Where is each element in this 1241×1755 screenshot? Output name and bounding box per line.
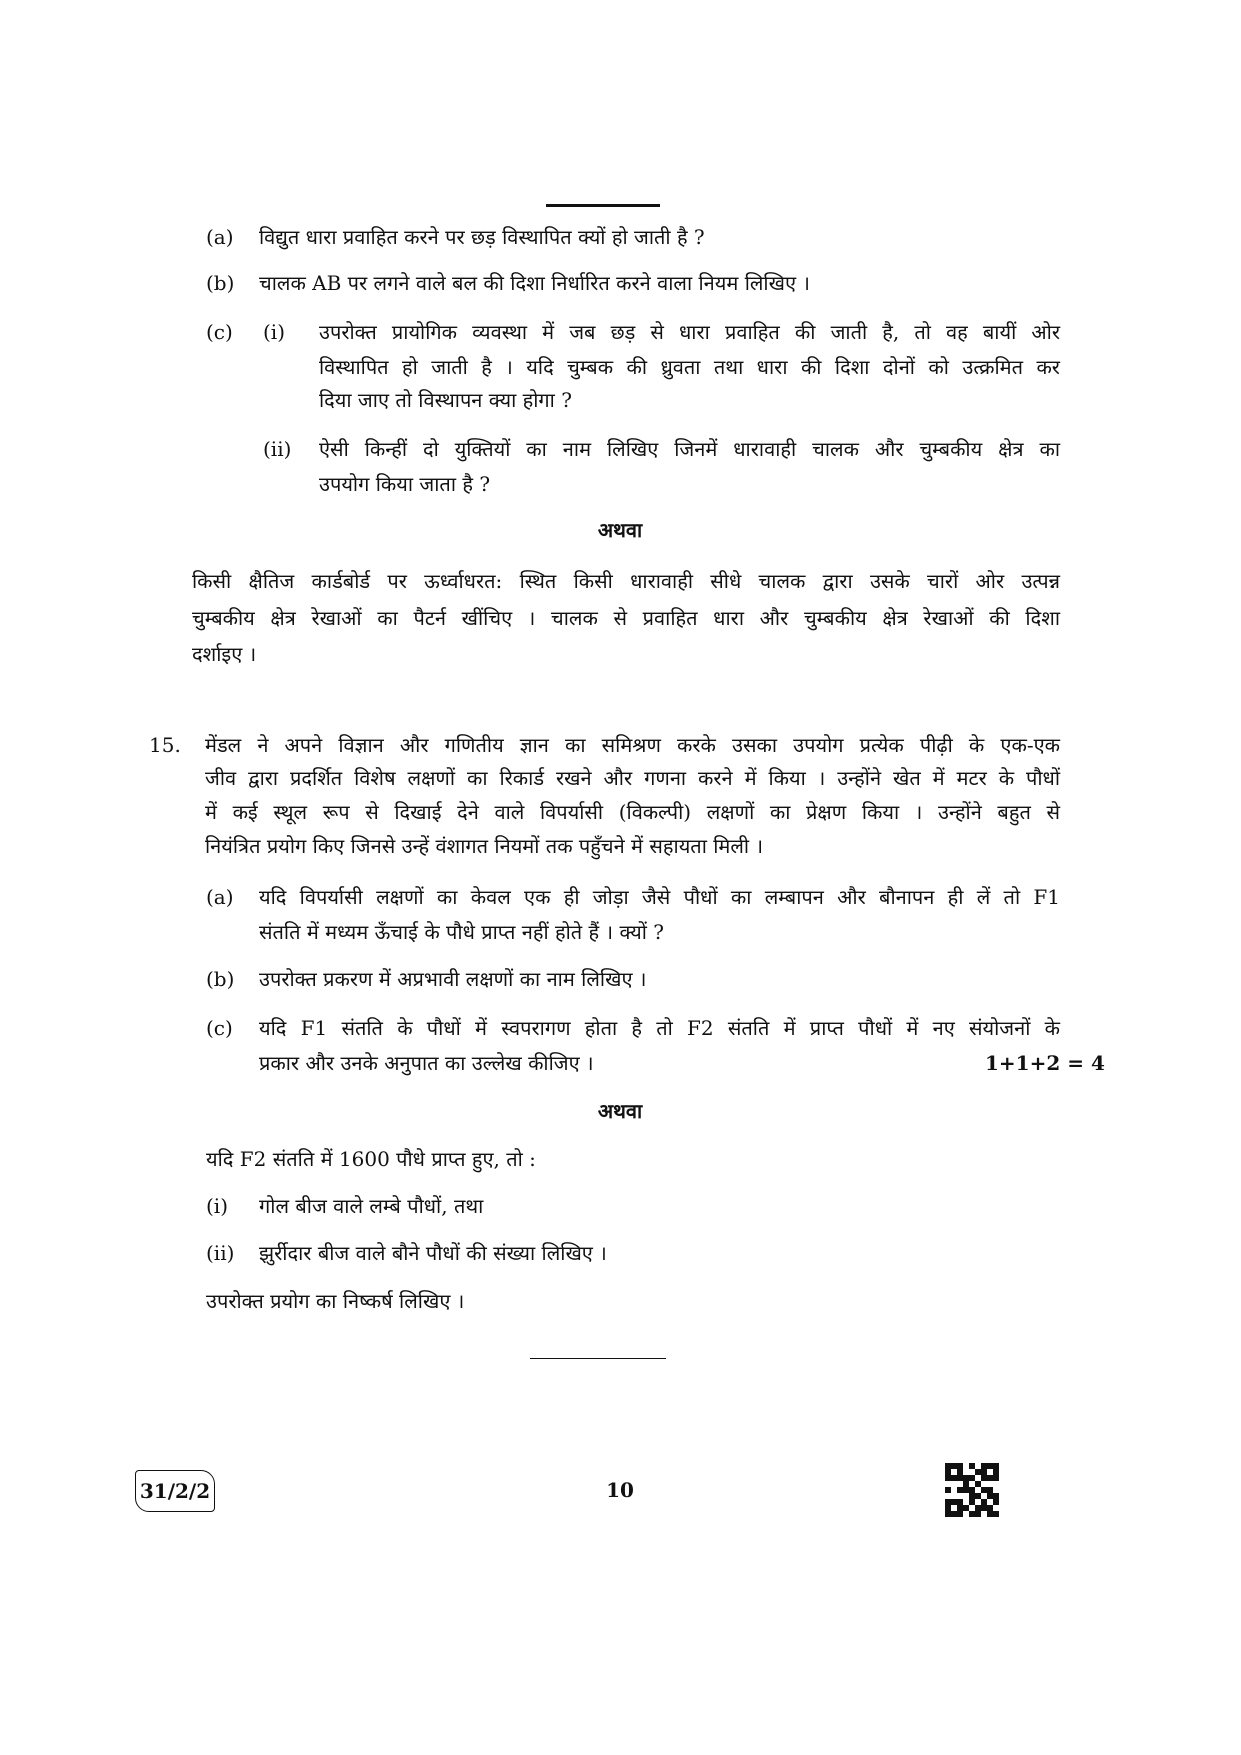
- q15-or-intro: यदि F2 संतति में 1600 पौधे प्राप्त हुए, तो :: [206, 1147, 536, 1171]
- q15a-line: यदि विपर्यासी लक्षणों का केवल एक ही जोड़ा जैसे पौधों का लम्बापन और बौनापन ही लें तो F1: [259, 885, 1060, 909]
- q15-or-end: उपरोक्त प्रयोग का निष्कर्ष लिखिए ।: [206, 1289, 465, 1313]
- q14cii-line: ऐसी किन्हीं दो युक्तियों का नाम लिखिए जिनमें धारावाही चालक और चुम्बकीय क्षेत्र का: [319, 437, 1060, 461]
- q14cii-label: (ii): [263, 437, 292, 461]
- q15-or-i-label: (i): [206, 1194, 229, 1218]
- q14-or-line: किसी क्षैतिज कार्डबोर्ड पर ऊर्ध्वाधरत: स्थित किसी धारावाही सीधे चालक द्वारा उसके चारों ओर उत्पन्न: [192, 569, 1060, 593]
- q15-line: जीव द्वारा प्रदर्शित विशेष लक्षणों का रिकार्ड रखने और गणना करने में किया । उन्होंने खेत में मटर के पौधों: [205, 766, 1060, 790]
- q15c-line: प्रकार और उनके अनुपात का उल्लेख कीजिए ।: [259, 1051, 594, 1075]
- q15-or-heading: अथवा: [597, 1099, 643, 1123]
- q14ci-line: विस्थापित हो जाती है । यदि चुम्बक की ध्रुवता तथा धारा की दिशा दोनों को उत्क्रमित कर: [319, 355, 1060, 379]
- marks: 1+1+2 = 4: [985, 1051, 1105, 1075]
- page-number: 10: [606, 1478, 634, 1502]
- q14b-text: चालक AB पर लगने वाले बल की दिशा निर्धारित करने वाला नियम लिखिए ।: [259, 271, 810, 295]
- q14a-text: विद्युत धारा प्रवाहित करने पर छड़ विस्थापित क्यों हो जाती है ?: [259, 225, 705, 249]
- paper-code-box: 31/2/2: [135, 1470, 215, 1512]
- q15c-line: यदि F1 संतति के पौधों में स्वपरागण होता है तो F2 संतति में प्राप्त पौधों में नए संयोजनों के: [259, 1016, 1060, 1040]
- q15a-line: संतति में मध्यम ऊँचाई के पौधे प्राप्त नहीं होते हैं । क्यों ?: [259, 920, 665, 944]
- q15-or-i-text: गोल बीज वाले लम्बे पौधों, तथा: [259, 1194, 484, 1218]
- q15c-label: (c): [206, 1016, 233, 1040]
- q14cii-line: उपयोग किया जाता है ?: [319, 472, 491, 496]
- q15b-label: (b): [206, 967, 235, 991]
- q15-line: नियंत्रित प्रयोग किए जिनसे उन्हें वंशागत नियमों तक पहुँचने में सहायता मिली ।: [205, 834, 764, 858]
- top-rule: [546, 204, 660, 207]
- q15-or-ii-text: झुर्रीदार बीज वाले बौने पौधों की संख्या लिखिए ।: [259, 1241, 607, 1265]
- q15-number: 15.: [149, 733, 181, 757]
- q15-line: मेंडल ने अपने विज्ञान और गणितीय ज्ञान का समिश्रण करके उसका उपयोग प्रत्येक पीढ़ी के एक-एक: [205, 733, 1060, 757]
- q14-or-line: दर्शाइए ।: [192, 642, 257, 666]
- q15-or-ii-label: (ii): [206, 1241, 235, 1265]
- q14-or-line: चुम्बकीय क्षेत्र रेखाओं का पैटर्न खींचिए । चालक से प्रवाहित धारा और चुम्बकीय क्षेत्र रेखाओं की दिशा: [192, 606, 1060, 630]
- q14ci-label: (i): [263, 320, 286, 344]
- q14a-label: (a): [206, 225, 234, 249]
- q14ci-line: उपरोक्त प्रायोगिक व्यवस्था में जब छड़ से धारा प्रवाहित की जाती है, तो वह बायीं ओर: [319, 320, 1060, 344]
- q15a-label: (a): [206, 885, 234, 909]
- q15-line: में कई स्थूल रूप से दिखाई देने वाले विपर्यासी (विकल्पी) लक्षणों का प्रेक्षण किया । उन्होंने बहुत से: [205, 800, 1060, 824]
- q14b-label: (b): [206, 271, 235, 295]
- q14c-label: (c): [206, 320, 233, 344]
- q15b-text: उपरोक्त प्रकरण में अप्रभावी लक्षणों का नाम लिखिए ।: [259, 967, 647, 991]
- q14-or-heading: अथवा: [597, 518, 643, 542]
- qr-code-icon: [945, 1463, 999, 1517]
- bottom-rule: [530, 1358, 666, 1359]
- q14ci-line: दिया जाए तो विस्थापन क्या होगा ?: [319, 388, 572, 412]
